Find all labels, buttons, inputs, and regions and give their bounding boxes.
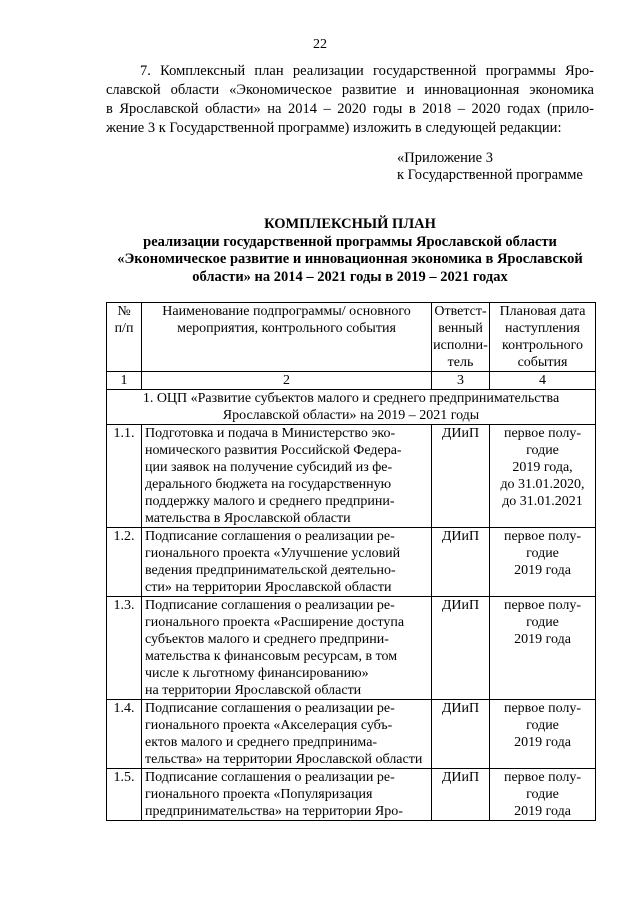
table-row: [107, 528, 596, 597]
row-date: первое полу- годие 2019 года, до 31.01.2020, до 31.01.2021: [490, 425, 596, 528]
header-num: № п/п: [107, 303, 142, 372]
appendix-line: к Государственной программе: [397, 167, 583, 183]
row-date: первое полу- годие 2019 года: [490, 597, 596, 700]
row-responsible: ДИиП: [432, 425, 490, 528]
row-name: Подписание соглашения о реализации ре- гионального проекта «Расширение доступа субъектов малого и среднего предприни- мательства к финансовым ресурсам, в том числе к льготному финансированию» на территории Ярославской области: [142, 597, 432, 700]
intro-line: жение 3 к Государственной программе) изложить в следующей редакции:: [106, 120, 562, 136]
plan-table: [106, 302, 596, 821]
row-number: 1.2.: [107, 528, 142, 597]
section-row: [107, 390, 596, 425]
row-name: Подписание соглашения о реализации ре- гионального проекта «Популяризация предпринимательства» на территории Яро-: [142, 769, 432, 821]
title-line: области» на 2014 – 2021 годы в 2019 – 2021 годах: [192, 268, 508, 285]
table-row: [107, 769, 596, 821]
row-responsible: ДИиП: [432, 528, 490, 597]
intro-paragraph: [106, 62, 594, 138]
row-date: первое полу- годие 2019 года: [490, 769, 596, 821]
header-date: Плановая дата наступления контрольного события: [490, 303, 596, 372]
header-responsible: Ответст- венный исполни- тель: [433, 304, 488, 370]
row-number: 1.3.: [107, 597, 142, 700]
column-number: 4: [490, 372, 596, 390]
intro-line: 7. Комплексный план реализации государственной программы Яро-: [140, 63, 594, 79]
appendix-line: «Приложение 3: [397, 150, 493, 166]
document-title: [106, 216, 594, 286]
title-line: реализации государственной программы Ярославской области: [143, 233, 557, 250]
header-name: Наименование подпрограммы/ основного мероприятия, контрольного события: [142, 303, 432, 372]
table-header-row: [107, 303, 596, 372]
row-name: Подписание соглашения о реализации ре- гионального проекта «Улучшение условий ведения предпринимательской деятельно- сти» на территории Ярославской области: [142, 528, 432, 597]
appendix-reference: [397, 150, 583, 184]
row-responsible: ДИиП: [432, 597, 490, 700]
row-name: Подписание соглашения о реализации ре- гионального проекта «Акселерация субъ- ектов малого и среднего предпринима- тельства» на территории Ярославской области: [142, 700, 432, 769]
row-number: 1.5.: [107, 769, 142, 821]
section-title: 1. ОЦП «Развитие субъектов малого и среднего предпринимательства Ярославской области» на 2019 – 2021 годы: [107, 390, 596, 425]
page-number: 22: [313, 37, 327, 52]
row-number: 1.1.: [107, 425, 142, 528]
table-row: [107, 597, 596, 700]
column-number: 2: [142, 372, 432, 390]
row-date: первое полу- годие 2019 года: [490, 700, 596, 769]
column-number: 1: [107, 372, 142, 390]
intro-line: славской области «Экономическое развитие и инновационная экономика: [106, 82, 594, 98]
title-line: «Экономическое развитие и инновационная экономика в Ярославской: [117, 251, 583, 267]
row-date: первое полу- годие 2019 года: [490, 528, 596, 597]
row-responsible: ДИиП: [432, 700, 490, 769]
intro-line: в Ярославской области» на 2014 – 2020 годы в 2018 – 2020 годах (прило-: [106, 101, 594, 117]
title-line: КОМПЛЕКСНЫЙ ПЛАН: [264, 216, 436, 232]
row-number: 1.4.: [107, 700, 142, 769]
row-name: Подготовка и подача в Министерство эко- номического развития Российской Федера- ции заявок на получение субсидий из фе- дерального бюджета на государственную поддержку малого и среднего предприни- мательства в Ярославской области: [142, 425, 432, 528]
column-number: 3: [432, 372, 490, 390]
row-responsible: ДИиП: [432, 769, 490, 821]
column-number-row: [107, 372, 596, 390]
table-row: [107, 700, 596, 769]
table-row: [107, 425, 596, 528]
